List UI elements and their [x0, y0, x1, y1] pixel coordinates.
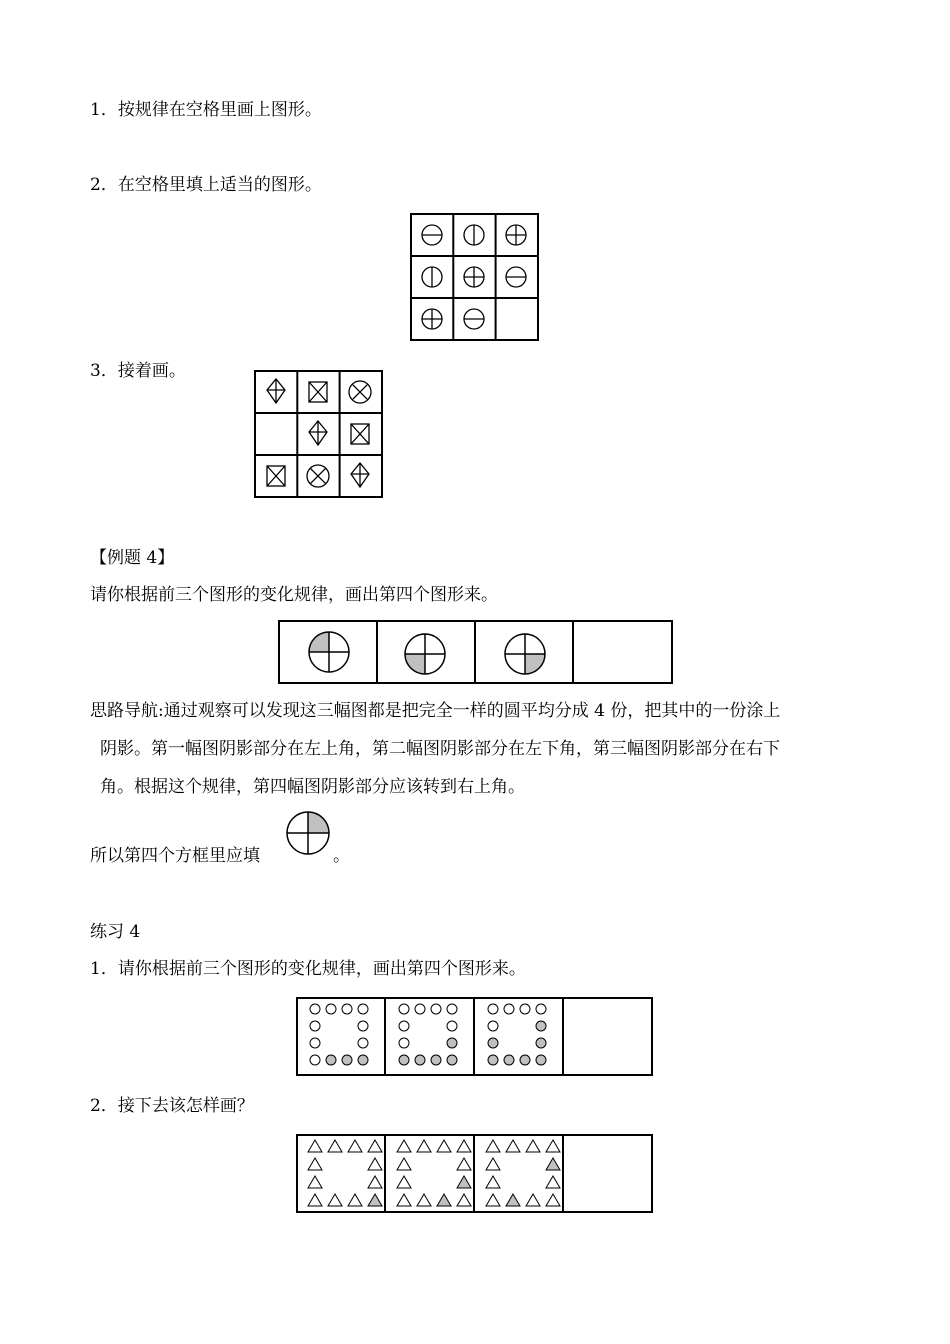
triangle	[328, 1194, 342, 1206]
practice-question-2: 2．接下去该怎样画？	[90, 1096, 254, 1116]
dot	[536, 1021, 546, 1031]
dot	[358, 1038, 368, 1048]
dot	[399, 1004, 409, 1014]
dot	[431, 1055, 441, 1065]
triangle	[397, 1176, 411, 1188]
triangle	[397, 1140, 411, 1152]
dot	[399, 1038, 409, 1048]
dot	[504, 1055, 514, 1065]
dot-square-sequence	[296, 997, 653, 1076]
triangle	[546, 1140, 560, 1152]
triangle	[546, 1194, 560, 1206]
dot	[447, 1055, 457, 1065]
dot	[310, 1038, 320, 1048]
dot	[488, 1004, 498, 1014]
dot	[504, 1004, 514, 1014]
dot	[431, 1004, 441, 1014]
dot	[310, 1004, 320, 1014]
dot	[447, 1038, 457, 1048]
triangle	[486, 1140, 500, 1152]
analysis-line-2: 阴影。第一幅图阴影部分在左上角，第二幅图阴影部分在左下角，第三幅图阴影部分在右下	[100, 739, 780, 759]
triangle	[457, 1194, 471, 1206]
dot	[342, 1004, 352, 1014]
triangle	[546, 1176, 560, 1188]
triangle	[328, 1140, 342, 1152]
triangle	[506, 1194, 520, 1206]
circle-lines-grid	[410, 213, 540, 341]
dot	[310, 1021, 320, 1031]
triangle	[368, 1176, 382, 1188]
triangle	[437, 1194, 451, 1206]
triangle	[486, 1194, 500, 1206]
dot	[536, 1038, 546, 1048]
example-4-title: 【例题 4】	[90, 548, 175, 568]
triangle	[308, 1176, 322, 1188]
triangle	[308, 1158, 322, 1170]
triangle	[457, 1158, 471, 1170]
dot	[488, 1055, 498, 1065]
dot	[326, 1055, 336, 1065]
dot	[415, 1004, 425, 1014]
triangle	[308, 1194, 322, 1206]
triangle	[397, 1158, 411, 1170]
practice-4-title: 练习 4	[90, 922, 141, 942]
dot	[358, 1021, 368, 1031]
triangle	[397, 1194, 411, 1206]
triangle	[348, 1194, 362, 1206]
triangle	[368, 1158, 382, 1170]
practice-question-1: 1．请你根据前三个图形的变化规律，画出第四个图形来。	[90, 959, 526, 979]
answer-prefix: 所以第四个方框里应填	[90, 846, 260, 866]
dot	[488, 1021, 498, 1031]
answer-suffix: 。	[333, 846, 350, 866]
analysis-line-1: 思路导航:通过观察可以发现这三幅图都是把完全一样的圆平均分成 4 份，把其中的一份涂上	[90, 701, 781, 721]
dot	[488, 1038, 498, 1048]
triangle	[546, 1158, 560, 1170]
dot	[399, 1021, 409, 1031]
analysis-paragraph	[90, 692, 870, 806]
dot	[399, 1055, 409, 1065]
question-2: 2．在空格里填上适当的图形。	[90, 175, 322, 195]
question-3: 3．接着画。	[90, 361, 186, 381]
dot	[520, 1004, 530, 1014]
triangle	[526, 1140, 540, 1152]
dot	[358, 1004, 368, 1014]
dot	[536, 1055, 546, 1065]
dot	[310, 1055, 320, 1065]
triangle	[506, 1140, 520, 1152]
example-4-prompt: 请你根据前三个图形的变化规律，画出第四个图形来。	[90, 585, 498, 605]
question-1: 1．按规律在空格里画上图形。	[90, 100, 322, 120]
triangle	[417, 1194, 431, 1206]
triangle	[417, 1140, 431, 1152]
triangle-square-sequence	[296, 1134, 653, 1213]
dot	[520, 1055, 530, 1065]
triangle	[486, 1158, 500, 1170]
dot	[447, 1021, 457, 1031]
triangle	[348, 1140, 362, 1152]
dot	[326, 1004, 336, 1014]
dot	[358, 1055, 368, 1065]
triangle	[368, 1140, 382, 1152]
triangle	[368, 1194, 382, 1206]
dot	[342, 1055, 352, 1065]
triangle	[486, 1176, 500, 1188]
quartered-circle-sequence	[278, 620, 673, 684]
shape-pattern-grid	[254, 370, 384, 498]
triangle	[437, 1140, 451, 1152]
dot	[415, 1055, 425, 1065]
answer-circle-upper-right-shaded	[285, 810, 331, 856]
dot	[536, 1004, 546, 1014]
triangle	[457, 1140, 471, 1152]
triangle	[308, 1140, 322, 1152]
analysis-line-3: 角。根据这个规律，第四幅图阴影部分应该转到右上角。	[100, 777, 525, 797]
triangle	[526, 1194, 540, 1206]
triangle	[457, 1176, 471, 1188]
dot	[447, 1004, 457, 1014]
